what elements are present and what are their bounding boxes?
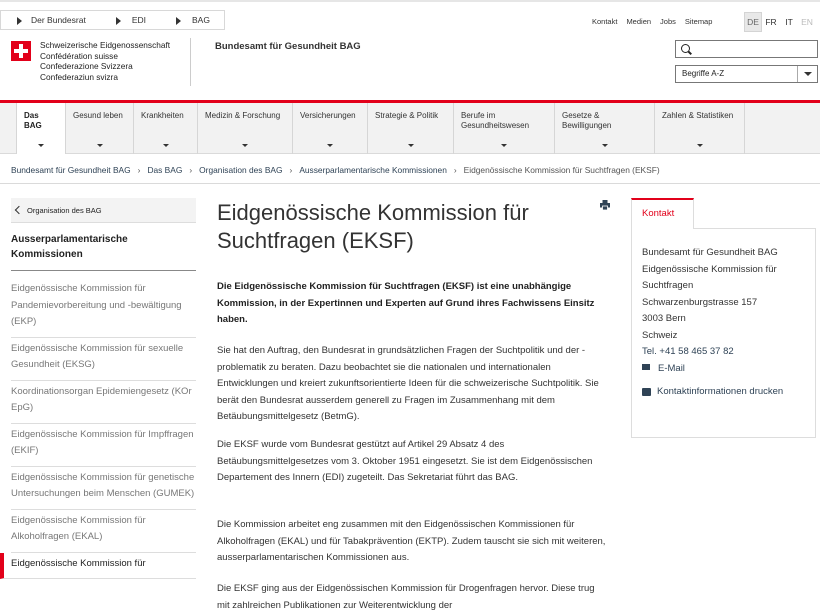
sidebar-list — [11, 278, 196, 579]
caret-down-icon — [327, 144, 333, 147]
caret-down-icon — [602, 144, 608, 147]
sidebar-item-eksf[interactable]: Eidgenössische Kommission für — [0, 553, 196, 580]
top-bar — [0, 0, 820, 37]
sidebar-item-ekif[interactable]: Eidgenössische Kommission für Impffragen (EKIF) — [11, 424, 196, 467]
chevron-right-icon: › — [137, 165, 141, 175]
nav-berufe[interactable]: Berufe im Gesundheitswesen — [454, 103, 555, 154]
federal-crumb-edi[interactable]: EDI — [100, 10, 160, 30]
nav-gesetze[interactable]: Gesetze & Bewilligungen — [555, 103, 655, 154]
nav-strategie-politik[interactable]: Strategie & Politik — [368, 103, 454, 154]
contact-line: Schweiz — [642, 329, 678, 341]
lang-de[interactable]: DE — [744, 12, 762, 32]
contact-line: Eidgenössische Kommission für Suchtfragen — [642, 263, 777, 291]
caret-down-icon — [38, 144, 44, 147]
nav-versicherungen[interactable]: Versicherungen — [293, 103, 368, 154]
chevron-right-icon: › — [189, 165, 193, 175]
lead-text: Die Eidgenössische Kommission für Suchtfragen (EKSF) ist eine unabhängige Kommission, in der Expertinnen und Experten auf Grund ihres Fachwissens Einsitz haben. — [217, 281, 595, 325]
nav-gesund-leben[interactable]: Gesund leben — [66, 103, 134, 154]
service-link-sitemap[interactable]: Sitemap — [684, 17, 713, 26]
federal-crumb-bundesrat[interactable]: Der Bundesrat — [0, 10, 100, 30]
paragraph: Die Kommission arbeitet eng zusammen mit den Eidgenössischen Kommissionen für Alkoholfragen (EKAL) und für Tabakprävention (EKTP). Zudem tauscht sie sich mit weiteren, ausserparlamentarischen Kommissionen aus. — [217, 519, 606, 563]
service-link-medien[interactable]: Medien — [626, 17, 652, 26]
terms-select[interactable]: Begriffe A-Z — [675, 65, 818, 83]
caret-down-icon — [242, 144, 248, 147]
lang-it[interactable]: IT — [785, 17, 793, 27]
print-icon[interactable] — [600, 200, 610, 210]
federal-crumb-bag[interactable]: BAG — [160, 10, 225, 30]
tab-contact[interactable]: Kontakt — [631, 198, 694, 229]
caret-down-icon — [408, 144, 414, 147]
sidebar-item-eksg[interactable]: Eidgenössische Kommission für sexuelle Gesundheit (EKSG) — [11, 338, 196, 381]
sidebar-item-gumek[interactable]: Eidgenössische Kommission für genetische Untersuchungen beim Menschen (GUMEK) — [11, 467, 196, 510]
service-nav — [592, 17, 712, 26]
contact-print-link[interactable]: Kontaktinformationen drucken — [657, 386, 784, 397]
breadcrumb-current: Eidgenössische Kommission für Suchtfragen (EKSF) — [463, 165, 660, 175]
search-input[interactable] — [694, 42, 814, 56]
nav-krankheiten[interactable]: Krankheiten — [134, 103, 198, 154]
search-box — [675, 40, 818, 58]
breadcrumb-divider — [0, 183, 820, 184]
language-switcher — [744, 12, 816, 32]
contact-email-link[interactable]: E-Mail — [658, 362, 685, 374]
sidebar-back-link[interactable]: Organisation des BAG — [11, 198, 196, 223]
main-nav — [0, 100, 820, 154]
contact-phone-link[interactable]: Tel. +41 58 465 37 82 — [642, 346, 734, 357]
sidebar-item-kor-epg[interactable]: Koordinationsorgan Epidemiengesetz (KOr EpG) — [11, 381, 196, 424]
paragraph: Die EKSF ging aus der Eidgenössischen Kommission für Drogenfragen hervor. Diese trug mit zahlreichen Publikationen zur Weiterentwicklung der — [217, 583, 595, 611]
chevron-right-icon: › — [289, 165, 293, 175]
office-name[interactable]: Bundesamt für Gesundheit BAG — [215, 41, 361, 52]
caret-down-icon — [97, 144, 103, 147]
service-link-jobs[interactable]: Jobs — [660, 17, 676, 26]
breadcrumb-item[interactable]: Bundesamt für Gesundheit BAG — [11, 165, 131, 175]
caret-down-icon — [697, 144, 703, 147]
paragraph: Die EKSF wurde vom Bundesrat gestützt auf Artikel 29 Absatz 4 des Betäubungsmittelgesetzes vom 3. Oktober 1951 eingesetzt. Sie ist dem Eidgenössischen Departement des Innern (EDI) zugeteilt. Das Sekretariat führt das BAG. — [217, 439, 593, 483]
contact-line: Bundesamt für Gesundheit BAG — [642, 247, 778, 258]
caret-down-icon — [501, 144, 507, 147]
service-link-kontakt[interactable]: Kontakt — [592, 17, 618, 26]
sidebar-item-ekal[interactable]: Eidgenössische Kommission für Alkoholfragen (EKAL) — [11, 510, 196, 553]
breadcrumb-item[interactable]: Das BAG — [147, 165, 183, 175]
contact-line: Schwarzenburgstrasse 157 — [642, 296, 758, 308]
swiss-flag-icon[interactable] — [11, 41, 31, 61]
lang-en: EN — [801, 17, 813, 27]
contact-line: 3003 Bern — [642, 313, 686, 324]
breadcrumb-item[interactable]: Organisation des BAG — [199, 165, 283, 175]
paragraph: Sie hat den Auftrag, den Bundesrat in grundsätzlichen Fragen der Suchtpolitik und der -problematik zu beraten. Dazu beobachtet sie die nationalen und internationalen Entwicklungen und kreiert zukunftsorientierte Ideen für die schweizerische Suchtpolitik. Sie berät den Bundesrat ausserdem generell zu Fragen im Zusammenhang mit dem Betäubungsmittelgesetz (BetmG). — [217, 345, 599, 422]
sidebar-item-ekp[interactable]: Eidgenössische Kommission für Pandemievorbereitung und -bewältigung (EKP) — [11, 278, 196, 338]
sidebar-title: Ausserparlamentarische Kommissionen — [11, 232, 196, 271]
confederation-name[interactable]: Schweizerische Eidgenossenschaft Confédération suisse Confederazione Svizzera Confederaziun svizra — [40, 40, 171, 82]
breadcrumb-item[interactable]: Ausserparlamentarische Kommissionen — [299, 165, 447, 175]
triangle-right-icon — [116, 17, 121, 25]
lang-fr[interactable]: FR — [765, 17, 777, 27]
federal-breadcrumb — [0, 10, 225, 30]
logo-divider — [190, 38, 191, 86]
page-title: Eidgenössische Kommission für Suchtfragen (EKSF) — [217, 200, 529, 253]
breadcrumb — [11, 165, 660, 175]
chevron-down-icon — [797, 66, 817, 82]
nav-das-bag[interactable]: Das BAG — [16, 103, 66, 154]
search-icon[interactable] — [681, 44, 690, 53]
triangle-right-icon — [176, 17, 181, 25]
print-icon — [642, 388, 651, 396]
contact-box — [631, 228, 816, 438]
caret-down-icon — [163, 144, 169, 147]
nav-zahlen-statistiken[interactable]: Zahlen & Statistiken — [655, 103, 745, 154]
nav-medizin-forschung[interactable]: Medizin & Forschung — [198, 103, 293, 154]
envelope-icon — [642, 364, 650, 370]
triangle-right-icon — [17, 17, 22, 25]
chevron-right-icon: › — [453, 165, 457, 175]
